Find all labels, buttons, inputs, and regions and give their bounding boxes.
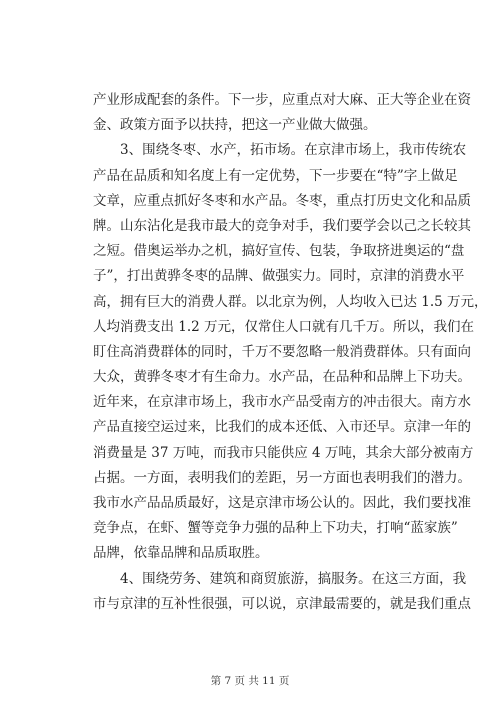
text-line: 之短。借奥运举办之机，搞好宣传、包装，争取挤进奥运的“盘 — [93, 243, 465, 260]
paragraph-heading-3: 3、围绕冬枣、水产，拓市场。在京津市场上，我市传统农 — [120, 142, 467, 159]
text-line: 我市水产品品质最好，这是京津市场公认的。因此，我们要找准 — [93, 495, 471, 511]
text-line: 金、政策方面予以扶持，把这一产业做大做强。 — [93, 117, 377, 134]
text-line: 盯住高消费群体的同时，千万不要忽略一般消费群体。只有面向 — [93, 343, 471, 360]
text-line: 占据。一方面，表明我们的差距，另一方面也表明我们的潜力。 — [93, 469, 471, 486]
text-line: 消费量是 37 万吨，而我市只能供应 4 万吨，其余大部分被南方 — [93, 444, 474, 461]
text-line: 子”，打出黄骅冬枣的品牌、做强实力。同时，京津的消费水平 — [93, 268, 465, 285]
text-line: 竞争点，在虾、蟹等竞争力强的品种上下功夫，打响“蓝家族” — [93, 520, 458, 537]
text-line: 文章，应重点抓好冬枣和水产品。冬枣，重点打历史文化和品质 — [93, 192, 471, 209]
text-line: 产业形成配套的条件。下一步，应重点对大麻、正大等企业在资 — [93, 92, 471, 108]
paragraph-heading-4: 4、围绕劳务、建筑和商贸旅游，搞服务。在这三方面，我 — [120, 570, 467, 587]
text-line: 品牌，依靠品牌和品质取胜。 — [93, 545, 269, 562]
text-line: 大众，黄骅冬枣才有生命力。水产品，在品种和品牌上下功夫。 — [93, 369, 471, 386]
text-line: 近年来，在京津市场上，我市水产品受南方的冲击很大。南方水 — [93, 394, 471, 411]
text-line: 牌。山东沾化是我市最大的竞争对手，我们要学会以己之长较其 — [93, 217, 471, 234]
text-line: 产品直接空运过来，比我们的成本还低、入市还早。京津一年的 — [93, 419, 471, 436]
text-line: 高，拥有巨大的消费人群。以北京为例，人均收入已达 1.5 万元， — [93, 293, 488, 310]
body-text — [93, 88, 488, 617]
text-line: 产品在品质和知名度上有一定优势，下一步要在“特”字上做足 — [93, 167, 458, 184]
page-footer: 第 7 页 共 11 页 — [210, 675, 290, 687]
text-line: 人均消费支出 1.2 万元，仅常住人口就有几千万。所以，我们在 — [93, 318, 475, 335]
text-line: 市与京津的互补性很强，可以说，京津最需要的，就是我们重点 — [93, 595, 471, 612]
